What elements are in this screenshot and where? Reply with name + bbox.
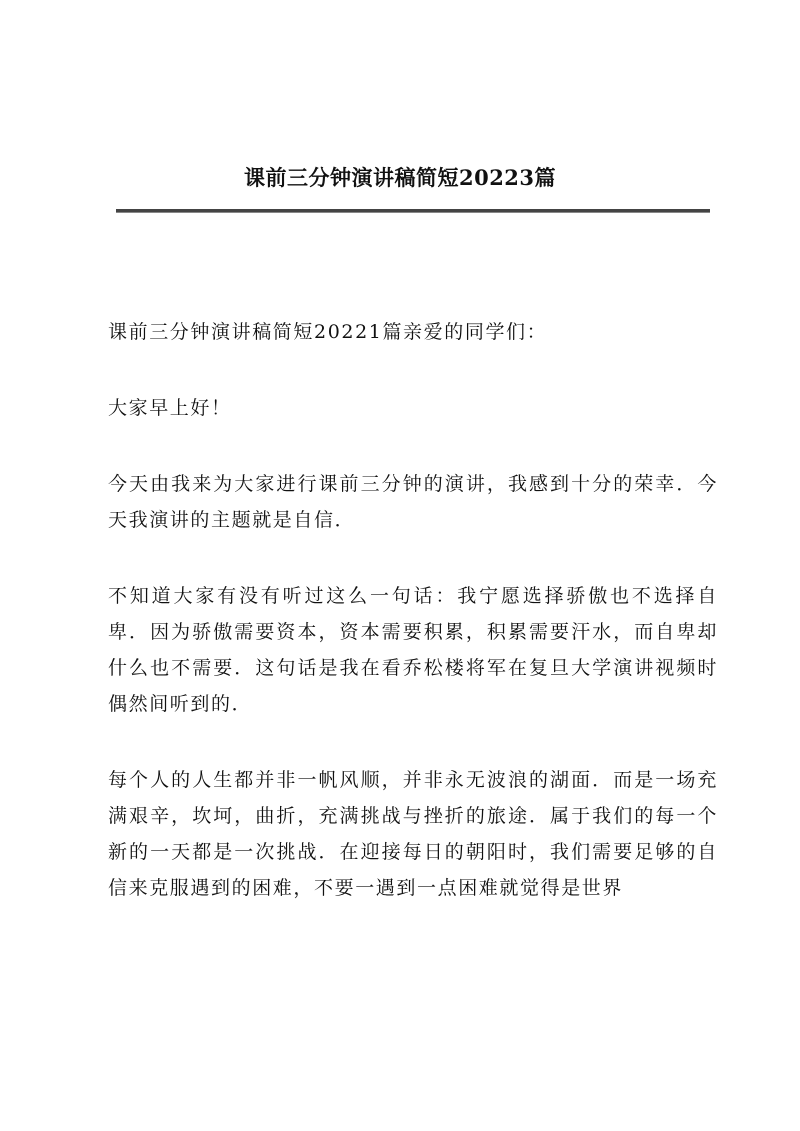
document-body xyxy=(108,314,718,946)
document-title: 课前三分钟演讲稿简短20223篇 xyxy=(243,165,557,190)
paragraph-topic: 今天由我来为大家进行课前三分钟的演讲，我感到十分的荣幸．今天我演讲的主题就是自信． xyxy=(108,473,718,531)
paragraph-life: 每个人的人生都并非一帆风顺，并非永无波浪的湖面．而是一场充满艰辛，坎坷，曲折，充满挑战与挫折的旅途．属于我们的每一个新的一天都是一次挑战．在迎接每日的朝阳时，我们需要足够的自信来克服遇到的困难，不要一遇到一点困难就觉得是世界 xyxy=(108,769,718,899)
title-divider xyxy=(116,209,710,213)
paragraph-greeting: 大家早上好！ xyxy=(108,397,232,419)
paragraph-quote: 不知道大家有没有听过这么一句话：我宁愿选择骄傲也不选择自卑．因为骄傲需要资本，资本需要积累，积累需要汗水，而自卑却什么也不需要．这句话是我在看乔松楼将军在复旦大学演讲视频时偶然间听到的． xyxy=(108,585,718,715)
paragraph-greeting-heading: 课前三分钟演讲稿简短20221篇亲爱的同学们： xyxy=(108,321,548,343)
